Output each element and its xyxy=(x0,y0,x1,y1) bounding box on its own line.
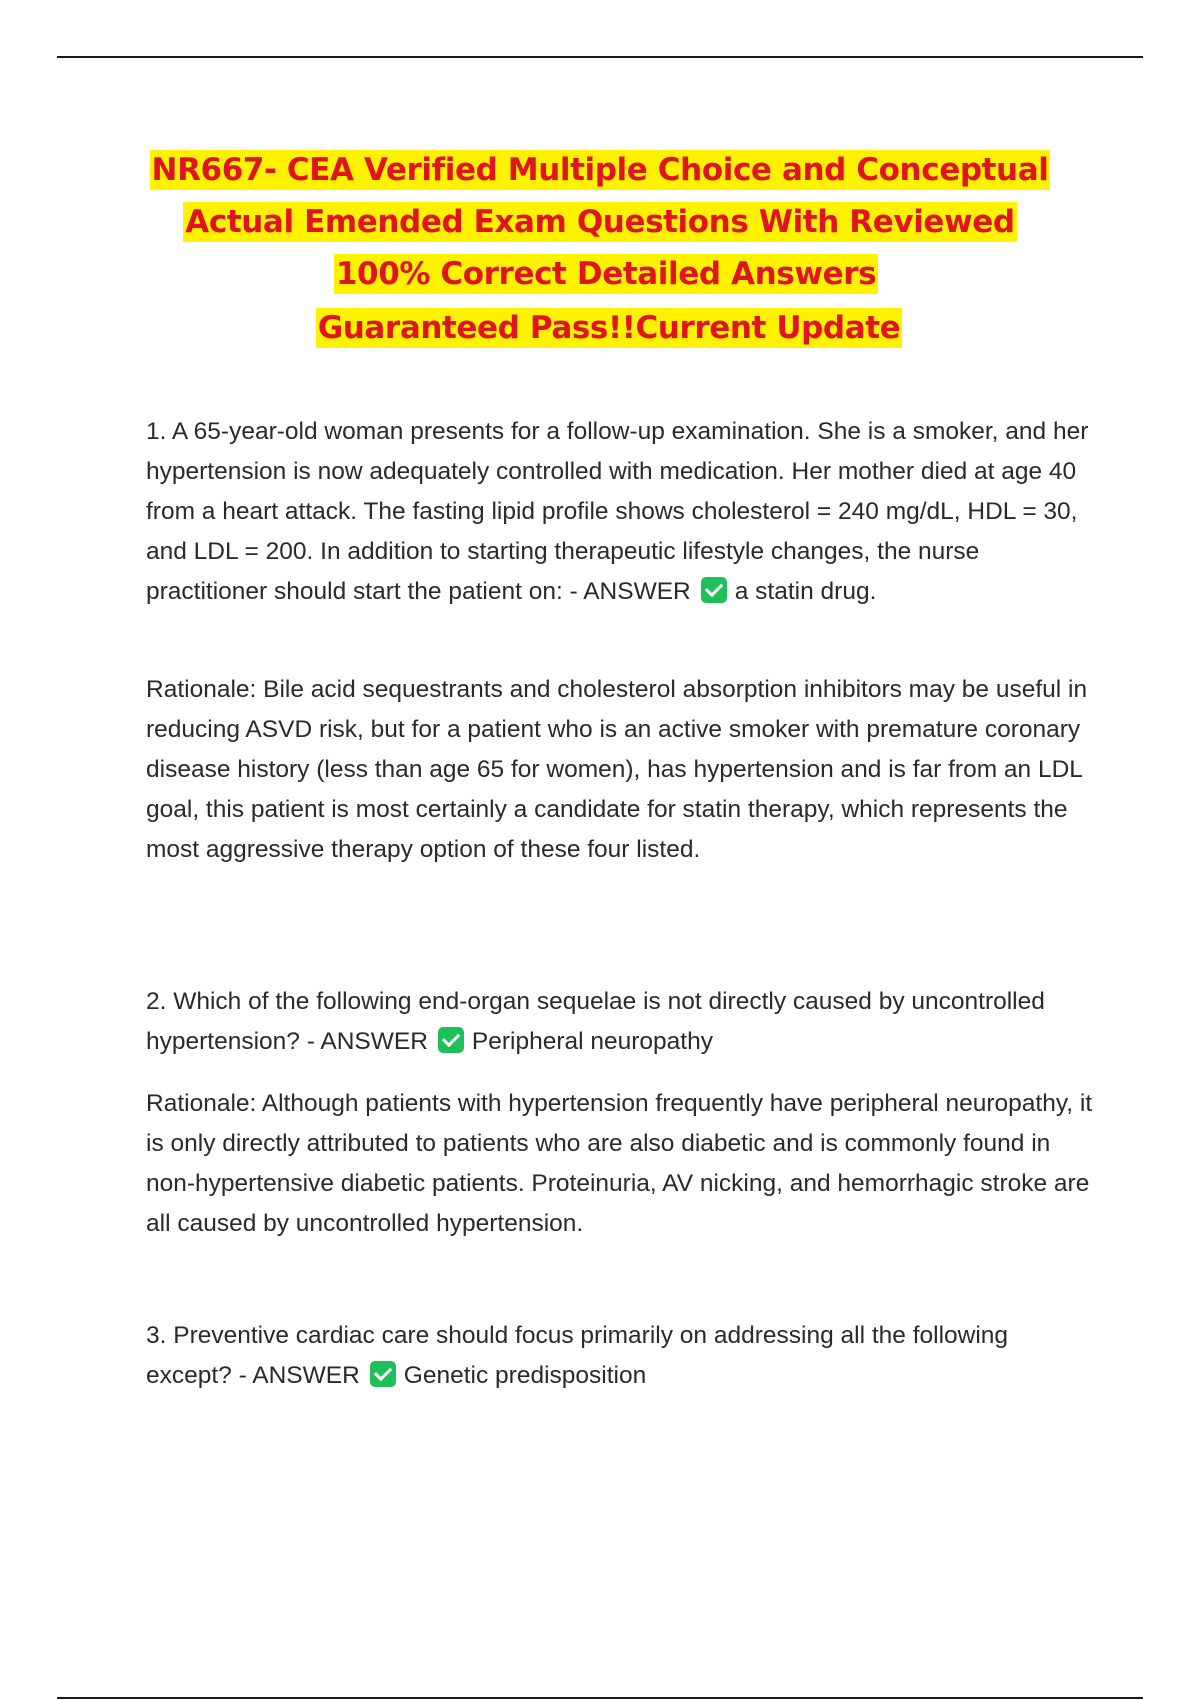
rationale-text: Rationale: Although patients with hypertension frequently have peripheral neuropathy, it is only directly attributed to patients who are also diabetic and is commonly found in non-hypertensive diabetic patients. Proteinuria, AV nicking, and hemorrhagic stroke are all caused by uncontrolled hypertension. xyxy=(146,1090,1093,1237)
question-2 xyxy=(146,982,1096,1062)
check-mark-icon xyxy=(701,577,727,603)
rationale-text: Rationale: Bile acid sequestrants and cholesterol absorption inhibitors may be useful in reducing ASVD risk, but for a patient who is an active smoker with premature coronary disease history (less than age 65 for women), has hypertension and is far from an LDL goal, this patient is most certainly a candidate for statin therapy, which represents the most aggressive therapy option of these four listed. xyxy=(146,676,1088,863)
question-1 xyxy=(146,412,1096,612)
check-mark-icon xyxy=(438,1027,464,1053)
question-1-text: 1. A 65-year-old woman presents for a follow-up examination. She is a smoker, and her hypertension is now adequately controlled with medication. Her mother died at age 40 from a heart attack. The fasting lipid profile shows cholesterol = 240 mg/dL, HDL = 30, and LDL = 200. In addition to starting therapeutic lifestyle changes, the nurse practitioner should start the patient on: - xyxy=(146,418,1089,605)
top-rule xyxy=(57,56,1143,58)
question-3-answer: Genetic predisposition xyxy=(403,1362,647,1389)
title-line-2: Actual Emended Exam Questions With Reviewed xyxy=(185,204,1015,240)
title-line-3: 100% Correct Detailed Answers xyxy=(335,256,877,292)
title-line-1: NR667- CEA Verified Multiple Choice and Conceptual xyxy=(151,152,1049,188)
check-mark-icon xyxy=(370,1361,396,1387)
question-3-answer-label: ANSWER xyxy=(252,1362,360,1389)
question-2-answer-label: ANSWER xyxy=(320,1028,428,1055)
question-2-rationale xyxy=(146,1084,1096,1244)
question-1-rationale xyxy=(146,670,1096,870)
question-2-answer: Peripheral neuropathy xyxy=(471,1028,713,1055)
document-title xyxy=(0,144,1200,354)
title-line-4: Guaranteed Pass!!Current Update xyxy=(317,310,901,346)
question-1-answer: a statin drug. xyxy=(734,578,877,605)
question-2-text: 2. Which of the following end-organ sequelae is not directly caused by uncontrolled hypertension? - xyxy=(146,988,1045,1055)
question-3-text: 3. Preventive cardiac care should focus primarily on addressing all the following except? - xyxy=(146,1322,1009,1389)
question-3 xyxy=(146,1316,1096,1396)
bottom-rule xyxy=(57,1697,1143,1699)
question-1-answer-label: ANSWER xyxy=(583,578,691,605)
